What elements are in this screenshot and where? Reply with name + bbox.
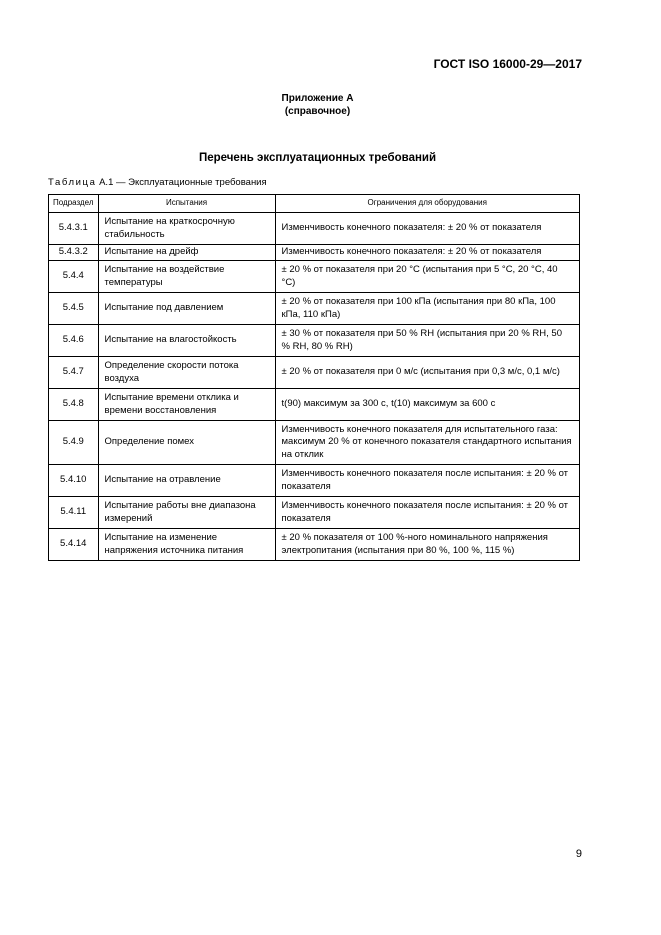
header-limits: Ограничения для оборудования (275, 195, 579, 213)
header-tests: Испытания (98, 195, 275, 213)
row-limit: ± 20 % от показателя при 100 кПа (испытания при 80 кПа, 100 кПа, 110 кПа) (275, 293, 579, 325)
table-row (49, 325, 580, 357)
table-row (49, 421, 580, 465)
row-code: 5.4.4 (49, 261, 99, 293)
row-code: 5.4.14 (49, 529, 99, 561)
table-row (49, 465, 580, 497)
table-row (49, 245, 580, 261)
table-row (49, 497, 580, 529)
row-code: 5.4.8 (49, 389, 99, 421)
annex-subtitle: (справочное) (284, 106, 351, 117)
table-row (49, 357, 580, 389)
table-row (49, 529, 580, 561)
table-row (49, 261, 580, 293)
row-limit: ± 30 % от показателя при 50 % RH (испытания при 20 % RH, 50 % RH, 80 % RH) (275, 325, 579, 357)
table-row (49, 213, 580, 245)
row-code: 5.4.9 (49, 421, 99, 465)
row-test: Испытание на влагостойкость (98, 325, 275, 357)
annex-heading (0, 92, 635, 118)
header-subsection: Подраздел (49, 195, 99, 213)
table-caption (48, 177, 267, 188)
table-header-row (49, 195, 580, 213)
row-code: 5.4.11 (49, 497, 99, 529)
row-limit: Изменчивость конечного показателя после испытания: ± 20 % от показателя (275, 497, 579, 529)
row-test: Испытание времени отклика и времени восстановления (98, 389, 275, 421)
row-limit: t(90) максимум за 300 с, t(10) максимум за 600 с (275, 389, 579, 421)
table-row (49, 389, 580, 421)
row-test: Определение скорости потока воздуха (98, 357, 275, 389)
row-limit: Изменчивость конечного показателя: ± 20 % от показателя (275, 245, 579, 261)
row-limit: Изменчивость конечного показателя для испытательного газа: максимум 20 % от конечного показателя стандартного испытания на отклик (275, 421, 579, 465)
table-caption-prefix: Таблица (48, 177, 97, 188)
table-caption-text: А.1 — Эксплуатационные требования (99, 177, 267, 188)
page-number: 9 (575, 848, 582, 860)
row-test: Определение помех (98, 421, 275, 465)
table-row (49, 293, 580, 325)
row-limit: Изменчивость конечного показателя после испытания: ± 20 % от показателя (275, 465, 579, 497)
row-test: Испытание под давлением (98, 293, 275, 325)
row-code: 5.4.3.1 (49, 213, 99, 245)
row-code: 5.4.10 (49, 465, 99, 497)
row-test: Испытание работы вне диапазона измерений (98, 497, 275, 529)
row-limit: ± 20 % от показателя при 20 °C (испытания при 5 °C, 20 °C, 40 °C) (275, 261, 579, 293)
row-test: Испытание на отравление (98, 465, 275, 497)
row-code: 5.4.7 (49, 357, 99, 389)
row-limit: ± 20 % показателя от 100 %-ного номинального напряжения электропитания (испытания при 80 %, 100 %, 115 %) (275, 529, 579, 561)
row-test: Испытание на дрейф (98, 245, 275, 261)
row-code: 5.4.6 (49, 325, 99, 357)
row-test: Испытание на изменение напряжения источника питания (98, 529, 275, 561)
row-code: 5.4.5 (49, 293, 99, 325)
row-test: Испытание на краткосрочную стабильность (98, 213, 275, 245)
row-limit: Изменчивость конечного показателя: ± 20 % от показателя (275, 213, 579, 245)
standard-code: ГОСТ ISO 16000-29—2017 (433, 57, 582, 71)
section-title: Перечень эксплуатационных требований (198, 152, 437, 164)
row-test: Испытание на воздействие температуры (98, 261, 275, 293)
row-code: 5.4.3.2 (49, 245, 99, 261)
row-limit: ± 20 % от показателя при 0 м/с (испытания при 0,3 м/с, 0,1 м/с) (275, 357, 579, 389)
requirements-table (48, 194, 580, 561)
annex-title: Приложение А (281, 93, 354, 104)
